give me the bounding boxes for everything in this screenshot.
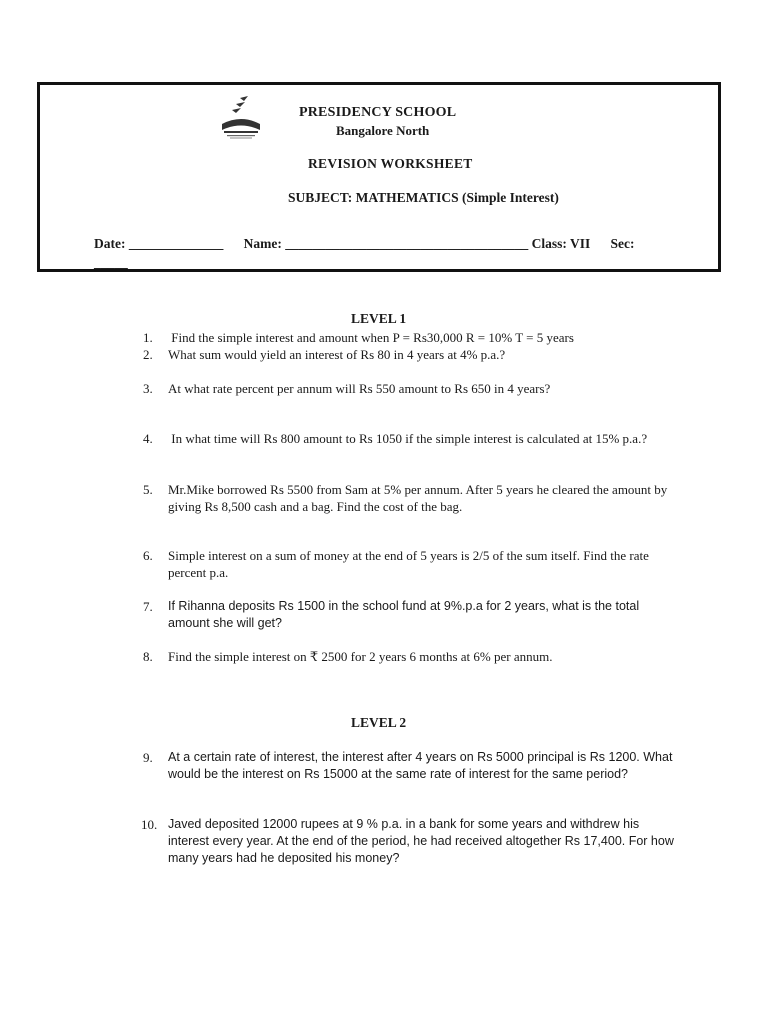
question-text: At a certain rate of interest, the interest after 4 years on Rs 5000 principal is Rs 1200. What would be the interest on Rs 15000 at the same rate of interest for the same period?	[168, 750, 673, 781]
question-number: 7.	[143, 599, 153, 614]
question-number: 1.	[143, 330, 153, 345]
question-number: 8.	[143, 649, 153, 664]
question-number: 4.	[143, 431, 153, 446]
question-text: At what rate percent per annum will Rs 550 amount to Rs 650 in 4 years?	[168, 381, 551, 396]
question-number: 9.	[143, 750, 153, 765]
question-text: Simple interest on a sum of money at the end of 5 years is 2/5 of the sum itself. Find the rate percent p.a.	[168, 548, 649, 580]
worksheet-header	[37, 82, 721, 272]
question-number: 10.	[141, 817, 158, 832]
level-2-heading: LEVEL 2	[351, 715, 407, 730]
question-number: 6.	[143, 548, 153, 563]
question-text: What sum would yield an interest of Rs 80 in 4 years at 4% p.a.?	[168, 347, 506, 362]
worksheet-title: REVISION WORKSHEET	[308, 156, 473, 171]
question-number: 5.	[143, 482, 153, 497]
question-number: 2.	[143, 347, 153, 362]
book-bird-logo-icon	[218, 94, 264, 140]
student-info-line-continued: _____	[94, 255, 128, 270]
question-text: Javed deposited 12000 rupees at 9 % p.a. in a bank for some years and withdrew his interest every year. At the end of the period, he had received altogether Rs 17,400. For how many years had he deposited his money?	[168, 817, 674, 865]
student-info-line: Date: ______________ Name: ____________________________________ Class: VII Sec:	[94, 236, 635, 251]
question-number: 3.	[143, 381, 153, 396]
subject-line: SUBJECT: MATHEMATICS (Simple Interest)	[288, 190, 559, 205]
question-text: Mr.Mike borrowed Rs 5500 from Sam at 5% per annum. After 5 years he cleared the amount by giving Rs 8,500 cash and a bag. Find the cost of the bag.	[168, 482, 668, 514]
level-1-heading: LEVEL 1	[351, 311, 407, 326]
question-text: If Rihanna deposits Rs 1500 in the school fund at 9%.p.a for 2 years, what is the total amount she will get?	[168, 599, 640, 630]
question-text: In what time will Rs 800 amount to Rs 1050 if the simple interest is calculated at 15% p.a.?	[168, 431, 648, 446]
school-branch: Bangalore North	[336, 123, 430, 138]
question-text: Find the simple interest and amount when P = Rs30,000 R = 10% T = 5 years	[168, 330, 574, 345]
question-text: Find the simple interest on ₹ 2500 for 2 years 6 months at 6% per annum.	[168, 649, 553, 664]
school-name: PRESIDENCY SCHOOL	[299, 105, 457, 120]
